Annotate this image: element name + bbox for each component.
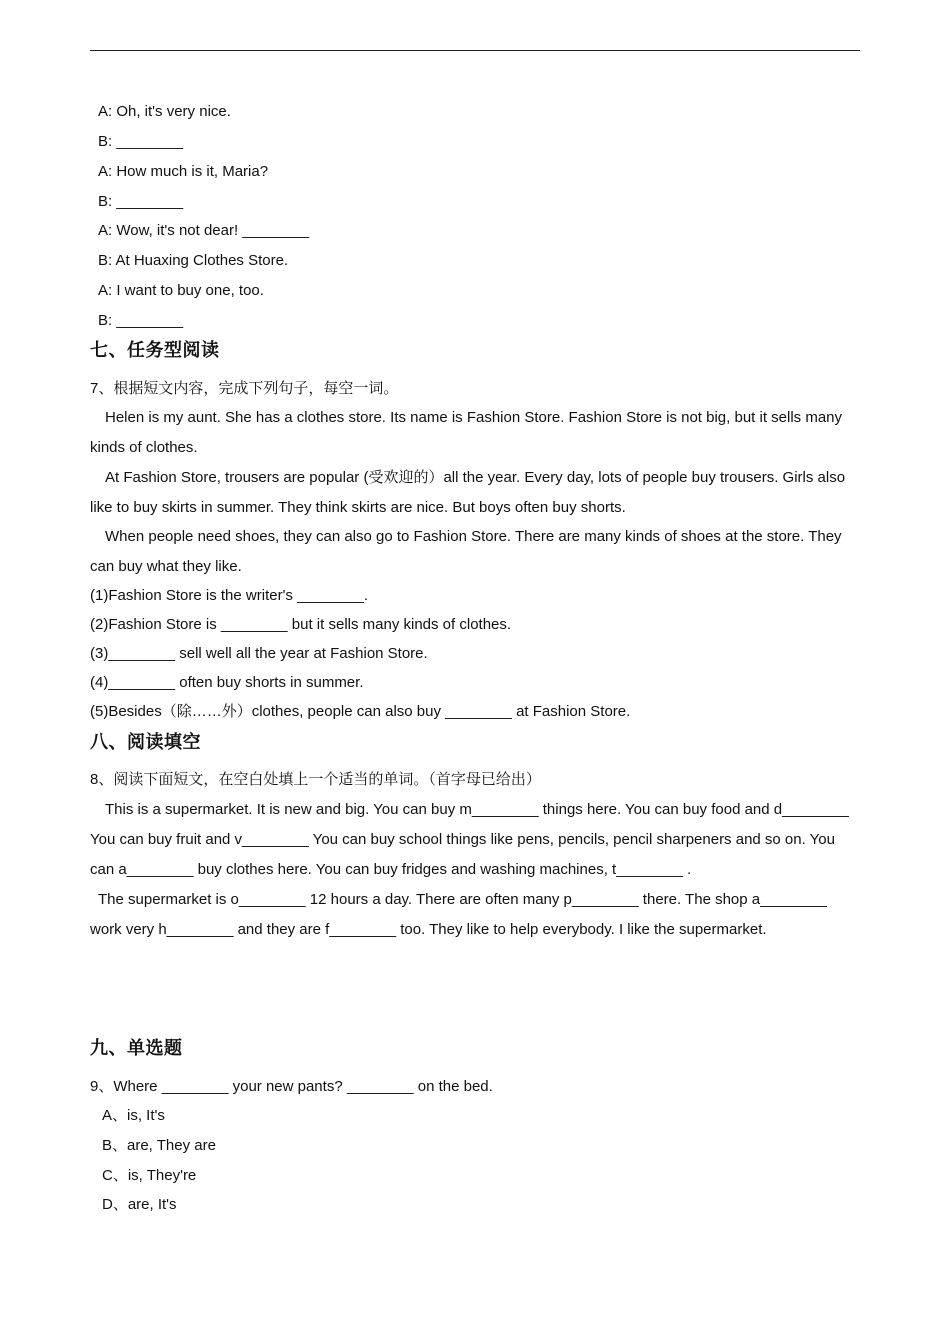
section-instruction: 8、阅读下面短文，在空白处填上一个适当的单词。（首字母已给出）: [90, 771, 541, 788]
answer-option-b: B、are, They are: [102, 1137, 216, 1154]
answer-option-c: C、is, They're: [102, 1167, 197, 1184]
reading-paragraph: [90, 403, 860, 463]
dialogue-line: B: At Huaxing Clothes Store.: [98, 252, 289, 269]
paragraph-text: This is a supermarket. It is new and big. You can buy m________ things here. You can buy food and d________ You can buy fruit and v________ You can buy school things like pens, pencils, pencil sharpeners and so on. You can a________ buy clothes here. You can buy fridges and washing machines, t________ .: [90, 801, 849, 878]
answer-option-a: A、is, It's: [102, 1107, 165, 1124]
header-rule: [90, 50, 860, 51]
dialogue-line: B: ________: [98, 312, 184, 329]
question-line: (1)Fashion Store is the writer's ________.: [90, 587, 369, 604]
question-line: (2)Fashion Store is ________ but it sells many kinds of clothes.: [90, 616, 512, 633]
paragraph-text: The supermarket is o________ 12 hours a day. There are often many p________ there. The shop a________ work very h________ and they are f________ too. They like to help everybody. I like the supermarket.: [90, 891, 827, 938]
section-heading-8: 八、阅读填空: [90, 732, 201, 753]
question-line: 9、Where ________ your new pants? ________ on the bed.: [90, 1078, 493, 1095]
dialogue-line: A: Wow, it's not dear! ________: [98, 222, 310, 239]
question-line: (3)________ sell well all the year at Fashion Store.: [90, 645, 428, 662]
dialogue-line: A: Oh, it's very nice.: [98, 103, 231, 120]
section-heading-9: 九、单选题: [90, 1038, 183, 1059]
question-line: (4)________ often buy shorts in summer.: [90, 674, 364, 691]
section-instruction: 7、根据短文内容，完成下列句子，每空一词。: [90, 380, 399, 397]
dialogue-line: B: ________: [98, 133, 184, 150]
answer-option-d: D、are, It's: [102, 1196, 177, 1213]
reading-paragraph: [90, 885, 860, 945]
paragraph-text: Helen is my aunt. She has a clothes store. Its name is Fashion Store. Fashion Store is not big, but it sells many kinds of clothes.: [90, 409, 843, 456]
paragraph-text: At Fashion Store, trousers are popular (受欢迎的）all the year. Every day, lots of people buy trousers. Girls also like to buy skirts in summer. They think skirts are nice. But boys often buy shorts.: [90, 469, 846, 516]
dialogue-line: A: I want to buy one, too.: [98, 282, 264, 299]
question-line: (5)Besides（除……外）clothes, people can also buy ________ at Fashion Store.: [90, 703, 631, 720]
dialogue-line: B: ________: [98, 193, 184, 210]
reading-paragraph: [90, 795, 860, 885]
reading-paragraph: [90, 463, 860, 523]
reading-paragraph: [90, 522, 860, 582]
section-heading-7: 七、任务型阅读: [90, 340, 220, 361]
dialogue-line: A: How much is it, Maria?: [98, 163, 269, 180]
paragraph-text: When people need shoes, they can also go to Fashion Store. There are many kinds of shoes at the store. They can buy what they like.: [90, 528, 842, 575]
